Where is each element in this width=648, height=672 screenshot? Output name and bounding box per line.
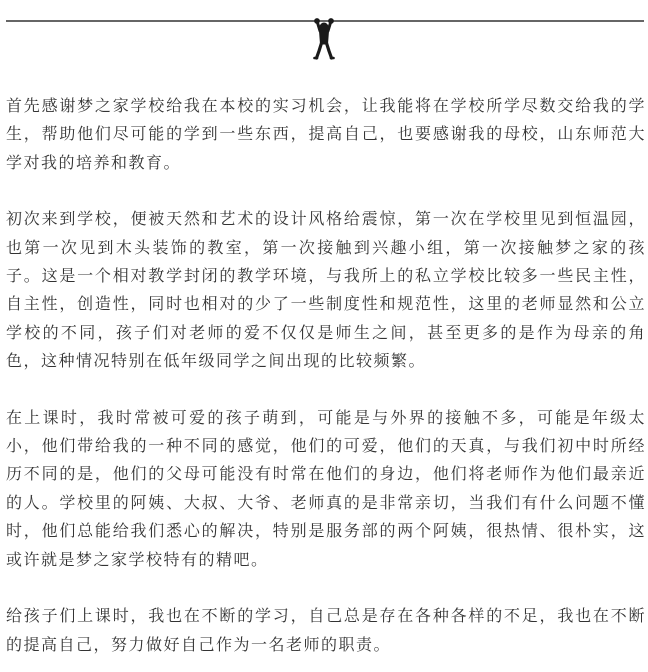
paragraph-gratitude: 首先感谢梦之家学校给我在本校的实习机会，让我能将在学校所学尽数交给我的学生，帮助他们尽可能的学到一些东西，提高自己，也要感谢我的母校，山东师范大学对我的培养和教育。 bbox=[6, 96, 646, 172]
header-divider bbox=[6, 0, 644, 62]
article-body bbox=[6, 92, 646, 659]
divider-graphic bbox=[6, 0, 644, 62]
paragraph-self-improvement: 给孩子们上课时，我也在不断的学习，自己总是存在各种各样的不足，我也在不断的提高自己，努力做好自己作为一名老师的职责。 bbox=[6, 606, 646, 654]
hanging-figure-icon bbox=[315, 19, 334, 58]
paragraph-teaching-experience: 在上课时，我时常被可爱的孩子萌到，可能是与外界的接触不多，可能是年级太小，他们带给我的一种不同的感觉，他们的可爱，他们的天真，与我们初中时所经历不同的是，他们的父母可能没有时常在他们的身边，他们将老师作为他们最亲近的人。学校里的阿姨、大叔、大爷、老师真的是非常亲切，当我们有什么问题不懂时，他们总能给我们悉心的解决，特别是服务部的两个阿姨，很热情、很朴实，这或许就是梦之家学校特有的精吧。 bbox=[6, 407, 646, 569]
paragraph-first-impressions: 初次来到学校，便被天然和艺术的设计风格给震惊，第一次在学校里见到恒温园，也第一次见到木头装饰的教室，第一次接触到兴趣小组，第一次接触梦之家的孩子。这是一个相对教学封闭的教学环境，与我所上的私立学校比较多一些民主性，自主性，创造性，同时也相对的少了一些制度性和规范性，这里的老师显然和公立学校的不同，孩子们对老师的爱不仅仅是师生之间，甚至更多的是作为母亲的角色，这种情况特别在低年级同学之间出现的比较频繁。 bbox=[6, 209, 646, 371]
